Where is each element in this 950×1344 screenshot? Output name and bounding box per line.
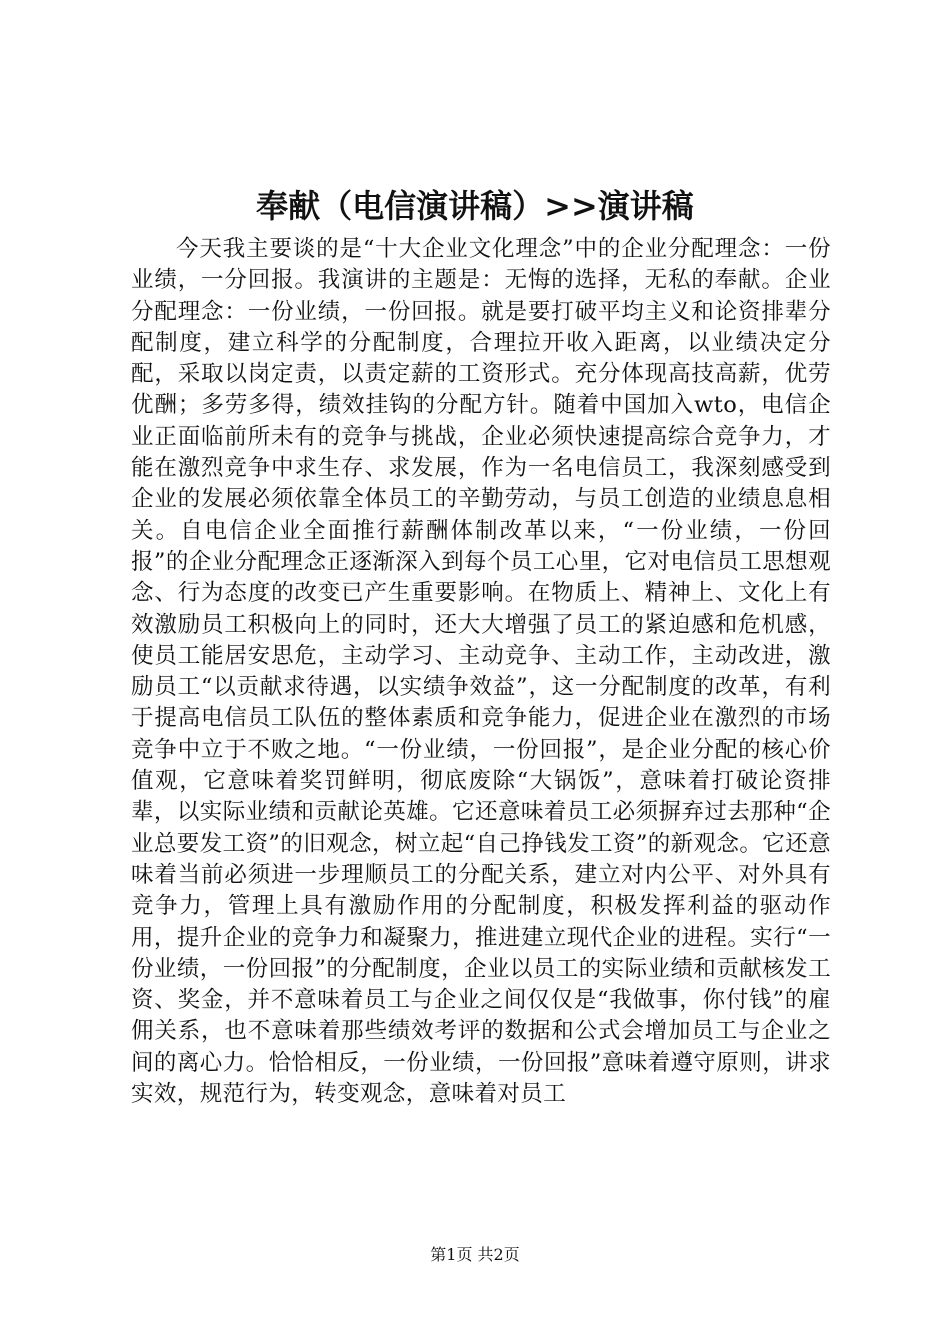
page-title: 奉献（电信演讲稿）>>演讲稿 <box>256 187 694 225</box>
body-paragraph: 今天我主要谈的是“十大企业文化理念”中的企业分配理念：一份业绩，一分回报。我演讲的主题是：无悔的选择，无私的奉献。企业分配理念：一份业绩，一份回报。就是要打破平均主义和论资排辈分配制度，建立科学的分配制度，合理拉开收入距离，以业绩决定分配，采取以岗定责，以责定薪的工资形式。充分体现高技高薪，优劳优酬；多劳多得，绩效挂钩的分配方针。随着中国加入wto，电信企业正面临前所未有的竞争与挑战，企业必须快速提高综合竞争力，才能在激烈竞争中求生存、求发展，作为一名电信员工，我深刻感受到企业的发展必须依靠全体员工的辛勤劳动，与员工创造的业绩息息相关。自电信企业全面推行薪酬体制改革以来，“一份业绩，一份回报”的企业分配理念正逐渐深入到每个员工心里，它对电信员工思想观念、行为态度的改变已产生重要影响。在物质上、精神上、文化上有效激励员工积极向上的同时，还大大增强了员工的紧迫感和危机感，使员工能居安思危，主动学习、主动竞争、主动工作，主动改进，激励员工“以贡献求待遇，以实绩争效益”，这一分配制度的改革，有利于提高电信员工队伍的整体素质和竞争能力，促进企业在激烈的市场竞争中立于不败之地。“一份业绩，一份回报”，是企业分配的核心价值观，它意味着奖罚鲜明，彻底废除“大锅饭”，意味着打破论资排辈，以实际业绩和贡献论英雄。它还意味着员工必须摒弃过去那种“企业总要发工资”的旧观念，树立起“自己挣钱发工资”的新观念。它还意味着当前必须进一步理顺员工的分配关系，建立对内公平、对外具有竞争力，管理上具有激励作用的分配制度，积极发挥利益的驱动作用，提升企业的竞争力和凝聚力，推进建立现代企业的进程。实行“一份业绩，一份回报”的分配制度，企业以员工的实际业绩和贡献核发工资、奖金，并不意味着员工与企业之间仅仅是“我做事，你付钱”的雇佣关系，也不意味着那些绩效考评的数据和公式会增加员工与企业之间的离心力。恰恰相反，一份业绩，一份回报”意味着遵守原则，讲求实效，规范行为，转变观念，意味着对员工 <box>131 236 831 1108</box>
page-indicator: 第1页 共2页 <box>430 1245 520 1264</box>
